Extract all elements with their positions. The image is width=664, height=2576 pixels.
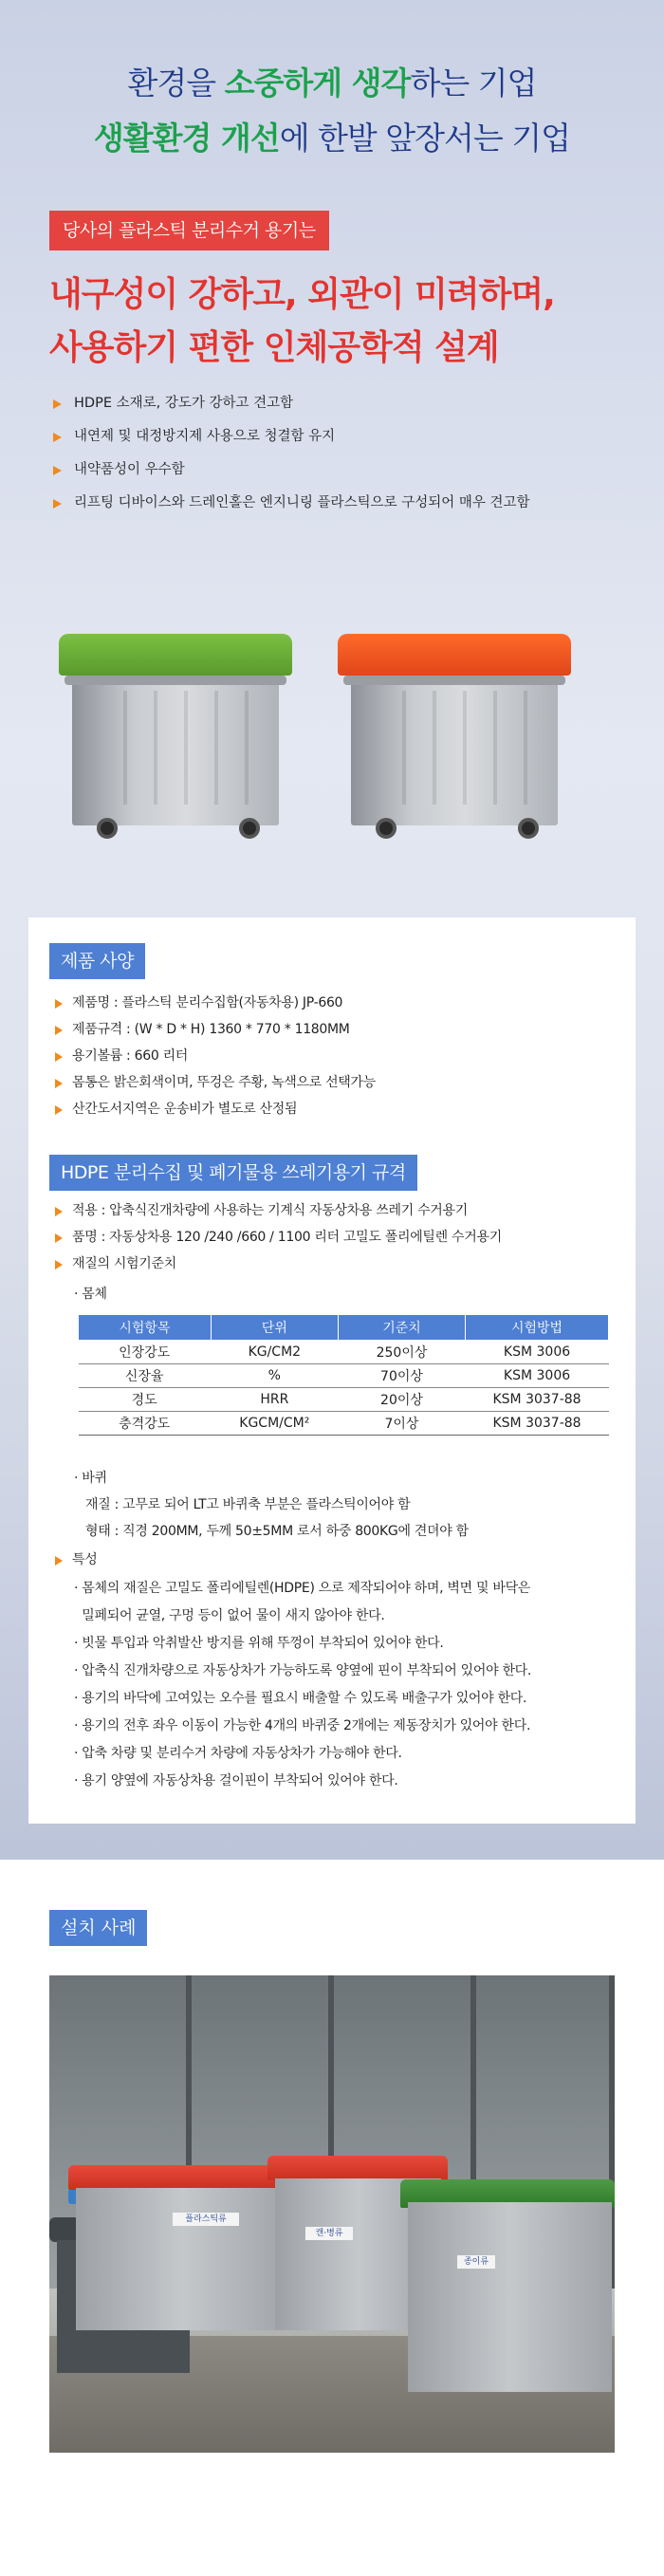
spec-card (28, 917, 636, 1824)
intro-feature: 리프팅 디바이스와 드레인홀은 엔지니링 플라스틱으로 구성되어 매우 견고함 (53, 487, 530, 520)
slogan-line-2: 생활환경 개선에 한발 앞장서는 기업 (93, 120, 571, 157)
body-subtitle: · 몸체 (74, 1287, 107, 1302)
hdpe-item: 품명 : 자동상차용 120 /240 /660 / 1100 리터 고밀도 폴리에틸렌 수거용기 (53, 1224, 502, 1251)
spec-item: 용기볼륨 : 660 리터 (53, 1043, 376, 1069)
table-cell: KGCM/CM² (211, 1412, 338, 1436)
table-cell: 7이상 (338, 1412, 465, 1436)
hdpe-tag: HDPE 분리수집 및 폐기물용 쓰레기용기 규격 (49, 1155, 417, 1191)
features-title: 특성 (53, 1547, 97, 1573)
wheel-subtitle: · 바퀴 (74, 1471, 107, 1486)
feature-line: · 용기 양옆에 자동상차용 걸이핀이 부착되어 있어야 한다. (74, 1773, 398, 1788)
intro-feature: 내연제 및 대정방지제 사용으로 청결함 유지 (53, 420, 530, 454)
table-cell: 인장강도 (79, 1341, 212, 1364)
table-row (79, 1388, 609, 1412)
feature-line: · 용기의 바닥에 고여있는 오수를 필요시 배출할 수 있도록 배출구가 있어야 한다. (74, 1691, 527, 1706)
table-cell: HRR (211, 1388, 338, 1412)
table-cell: KG/CM2 (211, 1341, 338, 1364)
table-row (79, 1341, 609, 1364)
spec-item: 제품명 : 플라스틱 분리수집함(자동차용) JP-660 (53, 990, 376, 1016)
material-test-table (78, 1314, 609, 1436)
install-tag: 설치 사례 (49, 1910, 147, 1946)
feature-line: · 빗물 투입과 악취발산 방지를 위해 뚜껑이 부착되어 있어야 한다. (74, 1636, 444, 1651)
hdpe-item: 재질의 시험기준치 (53, 1251, 502, 1277)
intro-tag: 당사의 플라스틱 분리수거 용기는 (49, 211, 329, 250)
table-row (79, 1412, 609, 1436)
installation-photo (49, 1975, 615, 2453)
table-header-row (79, 1315, 609, 1341)
slogan-line-1: 환경을 소중하게 생각하는 기업 (127, 65, 537, 102)
intro-feature: HDPE 소재로, 강도가 강하고 견고함 (53, 387, 530, 420)
table-cell: 250이상 (338, 1341, 465, 1364)
table-cell: KSM 3037-88 (466, 1412, 609, 1436)
table-cell: 신장율 (79, 1364, 212, 1388)
feature-line: · 압축 차량 및 분리수거 차량에 자동상차가 가능해야 한다. (74, 1746, 402, 1761)
table-cell: 70이상 (338, 1364, 465, 1388)
green-lid-bin-image (59, 634, 296, 847)
spec-item: 산간도서지역은 운송비가 별도로 산정됨 (53, 1096, 376, 1122)
bin-label: 캔·병류 (305, 2227, 353, 2240)
feature-line: · 용기의 전후 좌우 이동이 가능한 4개의 바퀴중 2개에는 제동장치가 있어야 한다. (74, 1718, 531, 1733)
table-header: 단위 (211, 1315, 338, 1341)
headline-line-2: 사용하기 편한 인체공학적 설계 (49, 328, 499, 367)
table-cell: % (211, 1364, 338, 1388)
table-cell: KSM 3006 (466, 1341, 609, 1364)
intro-feature: 내약품성이 우수함 (53, 454, 530, 487)
orange-lid-bin-image (338, 634, 575, 847)
table-row (79, 1364, 609, 1388)
table-cell: KSM 3006 (466, 1364, 609, 1388)
bin-label: 플라스틱류 (173, 2213, 239, 2226)
table-header: 시험방법 (466, 1315, 609, 1341)
table-cell: 20이상 (338, 1388, 465, 1412)
wheel-shape: 형태 : 직경 200MM, 두께 50±5MM 로서 하중 800KG에 견뎌야 함 (85, 1524, 469, 1539)
table-cell: 충격강도 (79, 1412, 212, 1436)
bin-label: 종이류 (457, 2255, 495, 2269)
spec-item: 제품규격 : (W * D * H) 1360 * 770 * 1180MM (53, 1016, 376, 1043)
table-cell: 경도 (79, 1388, 212, 1412)
features-list (74, 1575, 531, 1795)
table-cell: KSM 3037-88 (466, 1388, 609, 1412)
features-title-list (53, 1547, 97, 1573)
spec-item: 몸통은 밝은회색이며, 뚜겅은 주황, 녹색으로 선택가능 (53, 1069, 376, 1096)
headline-line-1: 내구성이 강하고, 외관이 미려하며, (49, 275, 555, 314)
table-header: 기준치 (338, 1315, 465, 1341)
hdpe-list (53, 1197, 502, 1277)
spec-tag: 제품 사양 (49, 943, 145, 979)
intro-feature-list (53, 387, 530, 520)
feature-line: · 몸체의 재질은 고밀도 폴리에틸렌(HDPE) 으로 제작되어야 하며, 벽면 및 바닥은 (74, 1581, 531, 1596)
spec-list (53, 990, 376, 1122)
table-header: 시험항목 (79, 1315, 212, 1341)
wheel-material: 재질 : 고무로 되어 LT고 바퀴축 부분은 플라스틱이어야 함 (85, 1497, 411, 1512)
hdpe-item: 적용 : 압축식진개차량에 사용하는 기계식 자동상차용 쓰레기 수거용기 (53, 1197, 502, 1224)
feature-line: 밀페되어 균열, 구멍 등이 없어 물이 새지 않아야 한다. (74, 1608, 385, 1623)
feature-line: · 압축식 진개차량으로 자동상차가 가능하도록 양옆에 핀이 부착되어 있어야 한다. (74, 1663, 532, 1678)
